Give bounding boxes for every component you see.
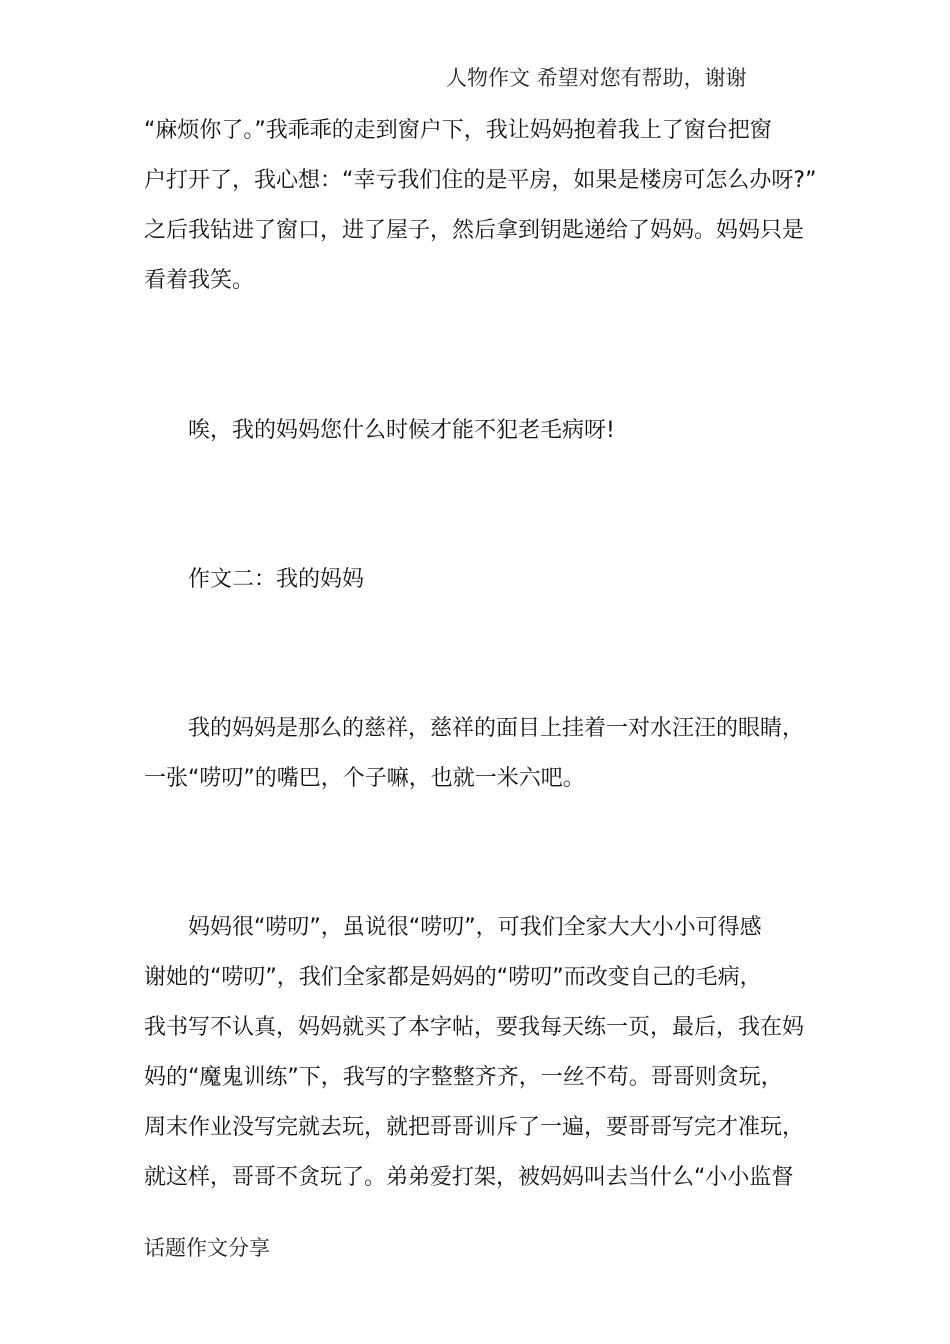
paragraph-line: 我书写不认真，妈妈就买了本字帖，要我每天练一页，最后，我在妈 <box>144 1015 805 1040</box>
paragraph-line: 妈妈很“唠叨”，虽说很“唠叨”，可我们全家大大小小可得感 <box>188 915 762 940</box>
paragraph-line: 之后我钻进了窗口，进了屋子，然后拿到钥匙递给了妈妈。妈妈只是 <box>144 218 805 243</box>
page-header: 人物作文 希望对您有帮助，谢谢 <box>446 66 747 90</box>
paragraph-line: 周末作业没写完就去玩，就把哥哥训斥了一遍，要哥哥写完才准玩， <box>144 1115 805 1140</box>
paragraph-line: 我的妈妈是那么的慈祥，慈祥的面目上挂着一对水汪汪的眼睛， <box>188 716 805 741</box>
paragraph-line: “麻烦你了。”我乖乖的走到窗户下，我让妈妈抱着我上了窗台把窗 <box>144 118 772 143</box>
paragraph-line: 妈的“魔鬼训练”下，我写的字整整齐齐，一丝不苟。哥哥则贪玩， <box>144 1065 783 1090</box>
paragraph-line: 谢她的“唠叨”，我们全家都是妈妈的“唠叨”而改变自己的毛病， <box>144 965 762 990</box>
paragraph-line: 一张“唠叨”的嘴巴，个子嘛，也就一米六吧。 <box>144 766 585 791</box>
paragraph-line: 就这样，哥哥不贪玩了。弟弟爱打架，被妈妈叫去当什么“小小监督 <box>144 1165 794 1190</box>
page-footer: 话题作文分享 <box>144 1236 270 1260</box>
paragraph-line: 唉，我的妈妈您什么时候才能不犯老毛病呀! <box>188 418 615 443</box>
essay-heading: 作文二：我的妈妈 <box>188 567 365 592</box>
paragraph-line: 户打开了，我心想：“幸亏我们住的是平房，如果是楼房可怎么办呀?” <box>144 168 817 193</box>
paragraph-line: 看着我笑。 <box>144 268 255 293</box>
